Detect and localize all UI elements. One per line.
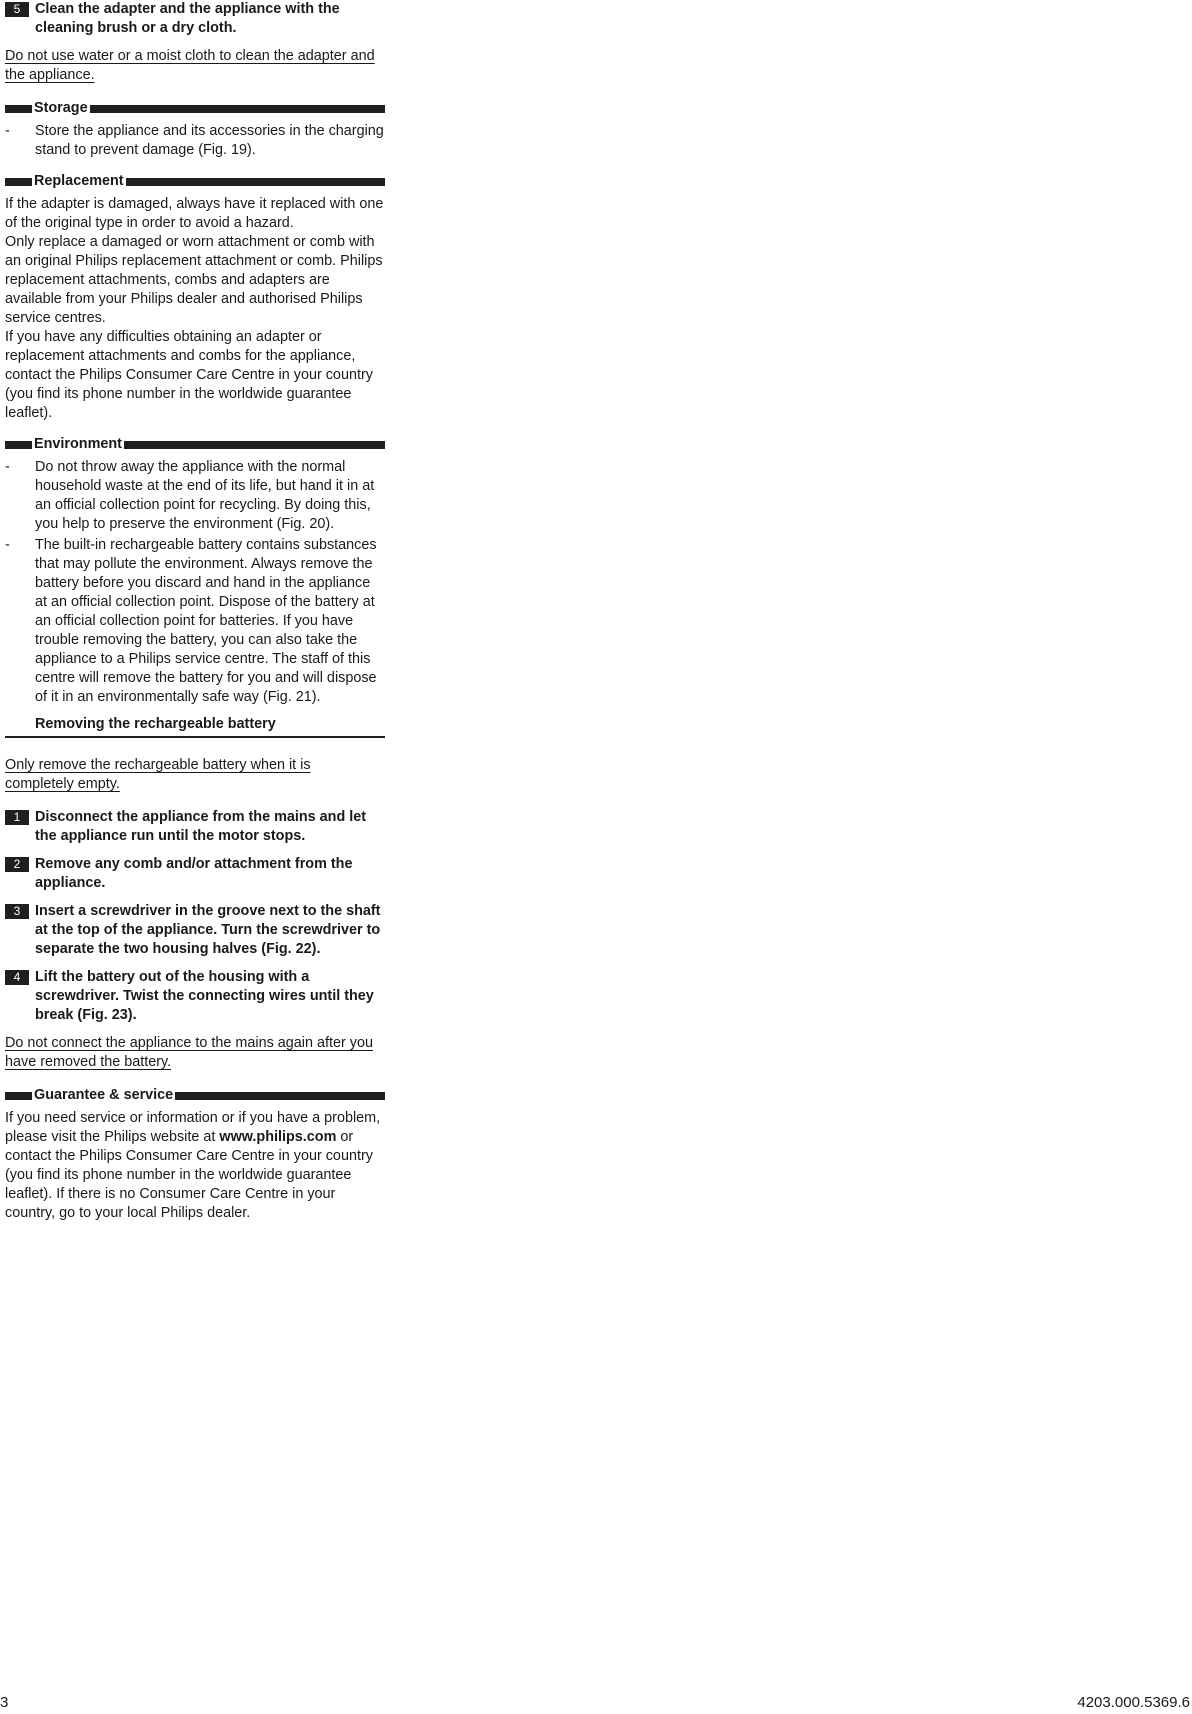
cleaning-warning: Do not use water or a moist cloth to clean the adapter and the appliance. — [5, 48, 375, 83]
battery-warning-bottom: Do not connect the appliance to the mains again after you have removed the battery. — [5, 1035, 374, 1070]
bullet-dash: - — [5, 123, 10, 139]
step-text: Clean the adapter and the appliance with the cleaning brush or a dry cloth. — [35, 1, 340, 36]
section-title: Storage — [34, 100, 88, 116]
step-text: Lift the battery out of the housing with a screwdriver. Twist the connecting wires until they break (Fig. 23). — [35, 969, 374, 1023]
guarantee-text — [5, 1109, 385, 1223]
battery-warning-top: Only remove the rechargeable battery when it is completely empty. — [5, 757, 311, 792]
step-number-badge: 3 — [5, 904, 29, 919]
bullet-text: Store the appliance and its accessories in the charging stand to prevent damage (Fig. 19). — [35, 123, 384, 158]
step-text: Disconnect the appliance from the mains and let the appliance run until the motor stops. — [35, 809, 367, 844]
step-text: Remove any comb and/or attachment from the appliance. — [35, 856, 353, 891]
bullet-dash: - — [5, 537, 10, 553]
bullet-text: Do not throw away the appliance with the normal household waste at the end of its life, but hand it in at an official collection point for recycling. By doing this, you help to preserve the environment (Fig. 20). — [35, 459, 375, 532]
battery-step-3 — [5, 902, 385, 959]
replacement-header — [5, 172, 385, 191]
header-bar-left — [5, 1092, 32, 1100]
philips-website-link[interactable]: www.philips.com — [219, 1129, 337, 1145]
storage-header — [5, 99, 385, 118]
document-code: 4203.000.5369.6 — [1077, 1694, 1190, 1711]
guarantee-text-start: If you need service or information or if you have a problem, please visit the Philips website at — [5, 1110, 381, 1145]
header-bar-left — [5, 105, 32, 113]
section-title: Environment — [34, 436, 122, 452]
environment-header — [5, 435, 385, 454]
step-text: Insert a screwdriver in the groove next to the shaft at the top of the appliance. Turn the screwdriver to separate the two housing halves (Fig. 22). — [35, 903, 381, 957]
replacement-text — [5, 195, 385, 423]
battery-step-2 — [5, 855, 385, 893]
section-title: Replacement — [34, 173, 124, 189]
step-number-badge: 4 — [5, 970, 29, 985]
page-number: 3 — [0, 1694, 9, 1711]
storage-bullet — [5, 122, 385, 160]
guarantee-header — [5, 1086, 385, 1105]
step-number-badge: 1 — [5, 810, 29, 825]
header-bar-right — [124, 441, 385, 449]
cleaning-step-5 — [5, 0, 385, 38]
environment-bullet — [5, 536, 385, 707]
battery-subheader: Removing the rechargeable battery — [5, 715, 385, 738]
header-bar-left — [5, 441, 32, 449]
battery-step-4 — [5, 968, 385, 1025]
step-number-badge: 5 — [5, 2, 29, 17]
bullet-text: The built-in rechargeable battery contains substances that may pollute the environment. Always remove the battery before you discard and hand in the appliance at an official collection point. Dispose of the battery at an official collection point for batteries. If you have trouble removing the battery, you can also take the appliance to a Philips service centre. The staff of this centre will remove the battery for you and will dispose of it in an environmentally safe way (Fig. 21). — [35, 537, 377, 705]
step-number-badge: 2 — [5, 857, 29, 872]
header-bar-right — [175, 1092, 385, 1100]
environment-bullet — [5, 458, 385, 534]
battery-step-1 — [5, 808, 385, 846]
paragraph: If the adapter is damaged, always have it replaced with one of the original type in order to avoid a hazard. — [5, 196, 384, 231]
manual-column — [5, 0, 385, 1223]
header-bar-left — [5, 178, 32, 186]
guarantee-text-end: or contact the Philips Consumer Care Centre in your country (you find its phone number in the worldwide guarantee leaflet). If there is no Consumer Care Centre in your country, go to your local Philips dealer. — [5, 1129, 373, 1221]
paragraph: If you have any difficulties obtaining an adapter or replacement attachments and combs for the appliance, contact the Philips Consumer Care Centre in your country (you find its phone number in the worldwide guarantee leaflet). — [5, 329, 373, 421]
paragraph: Only replace a damaged or worn attachment or comb with an original Philips replacement attachment or comb. Philips replacement attachments, combs and adapters are available from your Philips dealer and authorised Philips service centres. — [5, 234, 383, 326]
header-bar-right — [126, 178, 385, 186]
section-title: Guarantee & service — [34, 1087, 174, 1103]
bullet-dash: - — [5, 459, 10, 475]
header-bar-right — [90, 105, 385, 113]
